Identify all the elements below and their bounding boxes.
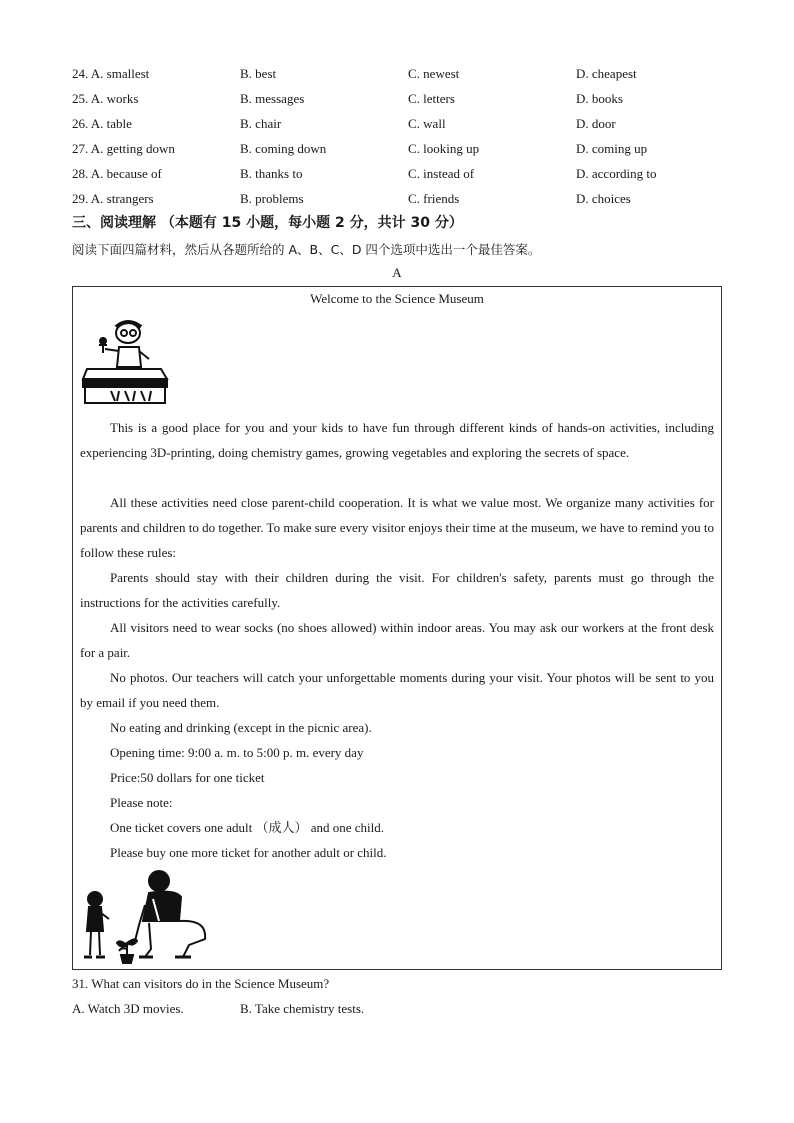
passage-paragraph-4: All visitors need to wear socks (no shoes allowed) within indoor areas. You may ask our workers at the front desk for a pair. xyxy=(80,620,714,660)
option-a: 25. A. works xyxy=(72,91,139,106)
section-title: 三、阅读理解 （本题有 15 小题，每小题 2 分，共计 30 分） xyxy=(72,215,463,231)
question-31-option-b: B. Take chemistry tests. xyxy=(240,1001,365,1016)
option-d: D. choices xyxy=(576,191,631,206)
option-d: D. door xyxy=(576,116,616,131)
ticket-price: Price:50 dollars for one ticket xyxy=(110,770,265,785)
rule-no-eating: No eating and drinking (except in the picnic area). xyxy=(110,720,372,735)
extra-ticket: Please buy one more ticket for another adult or child. xyxy=(110,845,387,860)
option-a: 29. A. strangers xyxy=(72,191,154,206)
question-31-stem: 31. What can visitors do in the Science Museum? xyxy=(72,976,330,991)
passage-title: Welcome to the Science Museum xyxy=(310,291,484,306)
option-b: B. chair xyxy=(240,116,282,131)
passage-label: A xyxy=(392,265,402,280)
scientist-illustration xyxy=(81,319,171,407)
option-c: C. friends xyxy=(408,191,460,206)
option-a: 28. A. because of xyxy=(72,166,162,181)
passage-paragraph-3: Parents should stay with their children during the visit. For children's safety, parents must go through the instructions for the activities carefully. xyxy=(80,570,714,610)
option-a: 27. A. getting down xyxy=(72,141,175,156)
option-d: D. cheapest xyxy=(576,66,637,81)
please-note: Please note: xyxy=(110,795,173,810)
option-a: 24. A. smallest xyxy=(72,66,150,81)
parent-child-illustration xyxy=(79,869,219,965)
question-31-option-a: A. Watch 3D movies. xyxy=(72,1001,184,1016)
option-c: C. letters xyxy=(408,91,455,106)
option-d: D. coming up xyxy=(576,141,648,156)
option-b: B. problems xyxy=(240,191,304,206)
option-b: B. best xyxy=(240,66,277,81)
option-b: B. thanks to xyxy=(240,166,303,181)
passage-paragraph-1: This is a good place for you and your kids to have fun through different kinds of hands-on activities, including experiencing 3D-printing, doing chemistry games, growing vegetables and exploring the secrets of space. xyxy=(80,420,714,460)
option-d: D. according to xyxy=(576,166,657,181)
option-c: C. looking up xyxy=(408,141,480,156)
opening-time: Opening time: 9:00 a. m. to 5:00 p. m. every day xyxy=(110,745,364,760)
section-instruction: 阅读下面四篇材料，然后从各题所给的 A、B、C、D 四个选项中选出一个最佳答案。 xyxy=(72,242,541,257)
passage-paragraph-2: All these activities need close parent-child cooperation. It is what we value most. We organize many activities for parents and children to do together. To make sure every visitor enjoys their time at the museum, we have to remind you to follow these rules: xyxy=(80,495,714,560)
ticket-coverage: One ticket covers one adult （成人） and one child. xyxy=(110,820,385,835)
passage-paragraph-5: No photos. Our teachers will catch your unforgettable moments during your visit. Your photos will be sent to you by email if you need them. xyxy=(80,670,714,710)
passage-box xyxy=(72,286,722,970)
option-d: D. books xyxy=(576,91,623,106)
option-c: C. instead of xyxy=(408,166,475,181)
option-b: B. messages xyxy=(240,91,305,106)
option-b: B. coming down xyxy=(240,141,327,156)
option-a: 26. A. table xyxy=(72,116,132,131)
option-c: C. newest xyxy=(408,66,460,81)
option-c: C. wall xyxy=(408,116,446,131)
